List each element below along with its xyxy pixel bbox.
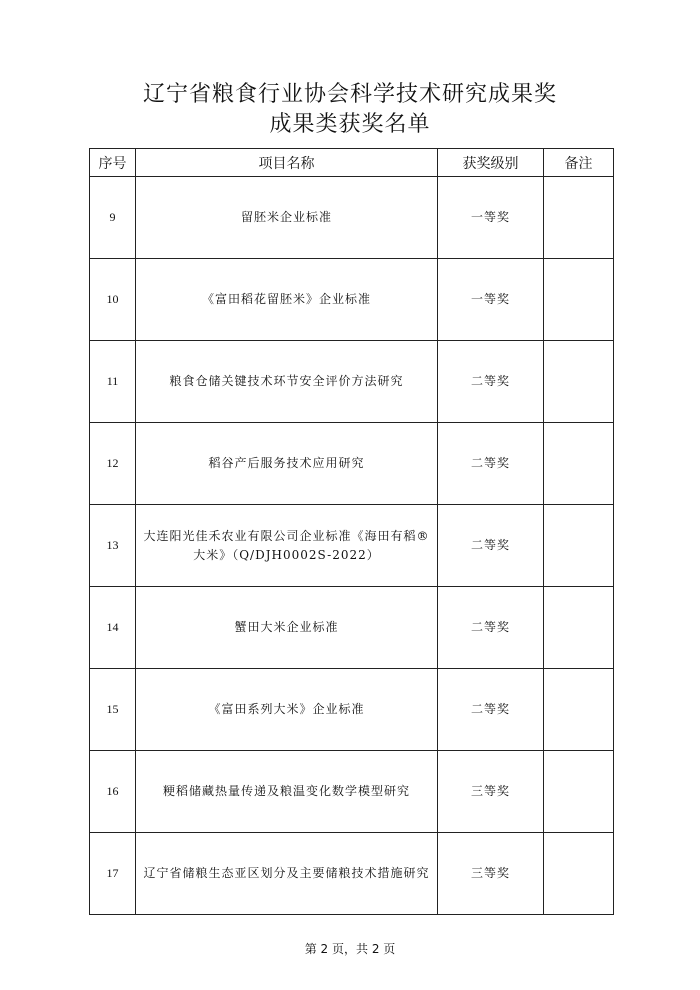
document-title: 辽宁省粮食行业协会科学技术研究成果奖 [142,82,557,107]
table-row [90,833,614,915]
table-row [90,587,614,669]
document-subtitle: 成果类获奖名单 [269,112,431,137]
header-remarks: 备注 [544,149,614,177]
table-row [90,259,614,341]
page-number-footer: 第 2 页，共 2 页 [304,942,396,956]
header-serial-number: 序号 [90,149,136,177]
project-name: 稻谷产后服务技术应用研究 [136,423,438,505]
serial-number: 15 [90,669,136,751]
project-name: 留胚米企业标准 [136,177,438,259]
project-name: 《富田系列大米》企业标准 [136,669,438,751]
serial-number: 13 [90,505,136,587]
award-level: 一等奖 [438,177,544,259]
table-row [90,669,614,751]
award-level: 三等奖 [438,833,544,915]
award-level: 三等奖 [438,751,544,833]
project-name: 粮食仓储关键技术环节安全评价方法研究 [136,341,438,423]
table-row [90,751,614,833]
table-row [90,505,614,587]
remarks [544,177,614,259]
remarks [544,669,614,751]
award-level: 二等奖 [438,423,544,505]
serial-number: 11 [90,341,136,423]
award-level: 一等奖 [438,259,544,341]
award-level: 二等奖 [438,341,544,423]
remarks [544,587,614,669]
table-row [90,341,614,423]
header-project-name: 项目名称 [136,149,438,177]
awards-table [89,148,614,915]
remarks [544,505,614,587]
project-name: 辽宁省储粮生态亚区划分及主要储粮技术措施研究 [136,833,438,915]
serial-number: 12 [90,423,136,505]
remarks [544,423,614,505]
table-header-row [90,149,614,177]
remarks [544,341,614,423]
remarks [544,751,614,833]
serial-number: 14 [90,587,136,669]
project-name: 粳稻储藏热量传递及粮温变化数学模型研究 [136,751,438,833]
award-level: 二等奖 [438,505,544,587]
remarks [544,833,614,915]
project-name: 大连阳光佳禾农业有限公司企业标准《海田有稻®大米》（Q/DJH0002S-2022） [136,505,438,587]
project-name: 《富田稻花留胚米》企业标准 [136,259,438,341]
table-row [90,177,614,259]
serial-number: 10 [90,259,136,341]
header-award-level: 获奖级别 [438,149,544,177]
award-level: 二等奖 [438,669,544,751]
serial-number: 9 [90,177,136,259]
remarks [544,259,614,341]
serial-number: 16 [90,751,136,833]
award-level: 二等奖 [438,587,544,669]
serial-number: 17 [90,833,136,915]
table-row [90,423,614,505]
project-name: 蟹田大米企业标准 [136,587,438,669]
